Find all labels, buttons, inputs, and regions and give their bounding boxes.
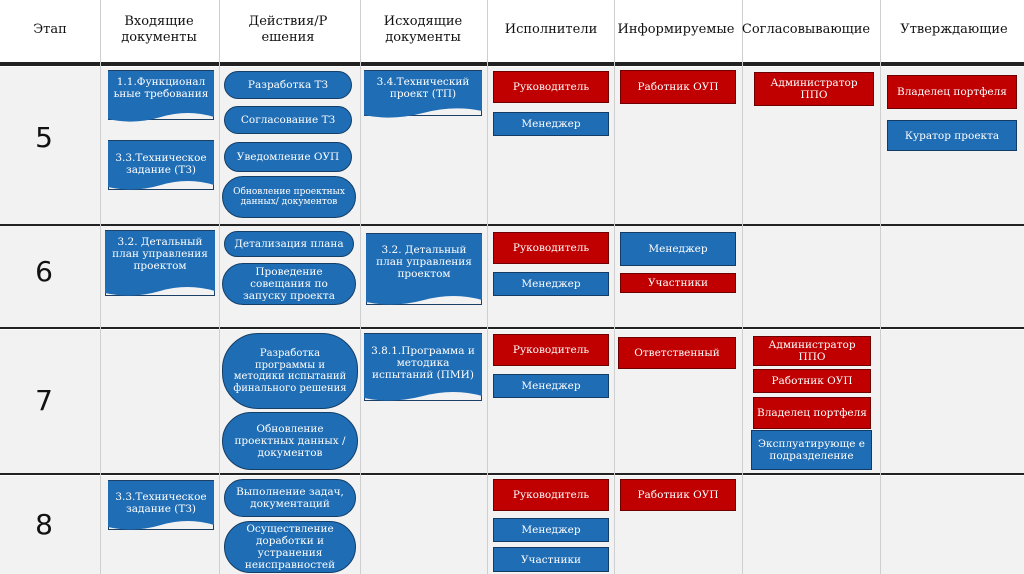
stage-number: 6 <box>35 254 53 288</box>
executor-box: Руководитель <box>493 71 609 103</box>
action-pill: Согласование ТЗ <box>224 106 352 134</box>
action-pill: Выполнение задач, документаций <box>224 479 356 517</box>
approver-box: Администратор ППО <box>753 336 871 366</box>
executor-box: Менеджер <box>493 518 609 542</box>
action-pill: Уведомление ОУП <box>224 142 352 172</box>
informed-box: Работник ОУП <box>620 70 736 104</box>
header-incoming-documents: Входящие документы <box>121 14 197 45</box>
executor-box: Руководитель <box>493 334 609 366</box>
column-divider <box>880 0 881 574</box>
header-actions: Действия/Р ешения <box>248 14 328 45</box>
column-divider <box>219 0 220 574</box>
approver-box: Владелец портфеля <box>753 397 871 429</box>
action-pill: Обновление проектных данных /документов <box>222 412 358 470</box>
header-approvers: Согласовывающие <box>741 22 871 37</box>
confirmer-box: Куратор проекта <box>887 120 1017 151</box>
column-divider <box>614 0 615 574</box>
action-pill: Детализация плана <box>224 231 354 257</box>
header-confirmers: Утверждающие <box>900 22 1008 37</box>
column-divider <box>742 0 743 574</box>
incoming-document: 3.2. Детальный план управления проектом <box>105 230 215 296</box>
column-divider <box>487 0 488 574</box>
incoming-document: 3.3.Техническое задание (ТЗ) <box>108 140 214 190</box>
row-divider <box>0 224 1024 226</box>
header-outgoing-documents: Исходящие документы <box>383 14 463 45</box>
approver-box: Эксплуатирующе е подразделение <box>751 430 872 470</box>
informed-box: Ответственный <box>618 337 736 369</box>
approver-box: Работник ОУП <box>753 369 871 393</box>
row-divider <box>0 473 1024 475</box>
informed-box: Работник ОУП <box>620 479 736 511</box>
executor-box: Участники <box>493 547 609 572</box>
approver-box: Администратор ППО <box>754 72 874 106</box>
outgoing-document: 3.2. Детальный план управления проектом <box>366 233 482 305</box>
column-divider <box>360 0 361 574</box>
incoming-document: 1.1.Функционал ьные требования <box>108 70 214 120</box>
header-divider <box>0 62 1024 66</box>
row-divider <box>0 327 1024 329</box>
action-pill: Разработка программы и методики испытаний финального решения <box>222 333 358 409</box>
incoming-document: 3.3.Техническое задание (ТЗ) <box>108 480 214 530</box>
header-executors: Исполнители <box>504 22 598 37</box>
executor-box: Менеджер <box>493 112 609 136</box>
confirmer-box: Владелец портфеля <box>887 75 1017 109</box>
executor-box: Менеджер <box>493 374 609 398</box>
column-divider <box>100 0 101 574</box>
action-pill: Разработка ТЗ <box>224 71 352 99</box>
action-pill: Проведение совещания по запуску проекта <box>222 263 356 305</box>
header-informed: Информируемые <box>617 22 735 37</box>
stage-number: 7 <box>35 383 53 417</box>
executor-box: Руководитель <box>493 232 609 264</box>
stage-number: 8 <box>35 507 53 541</box>
header-stage: Этап <box>33 22 67 37</box>
action-pill: Обновление проектных данных/ документов <box>222 176 356 218</box>
outgoing-document: 3.8.1.Программа и методика испытаний (ПМИ) <box>364 333 482 401</box>
executor-box: Руководитель <box>493 479 609 511</box>
outgoing-document: 3.4.Технический проект (ТП) <box>364 70 482 116</box>
executor-box: Менеджер <box>493 272 609 296</box>
action-pill: Осуществление доработки и устранения неисправностей <box>224 521 356 573</box>
informed-box: Менеджер <box>620 232 736 266</box>
stage-number: 5 <box>35 120 53 154</box>
informed-box: Участники <box>620 273 736 293</box>
